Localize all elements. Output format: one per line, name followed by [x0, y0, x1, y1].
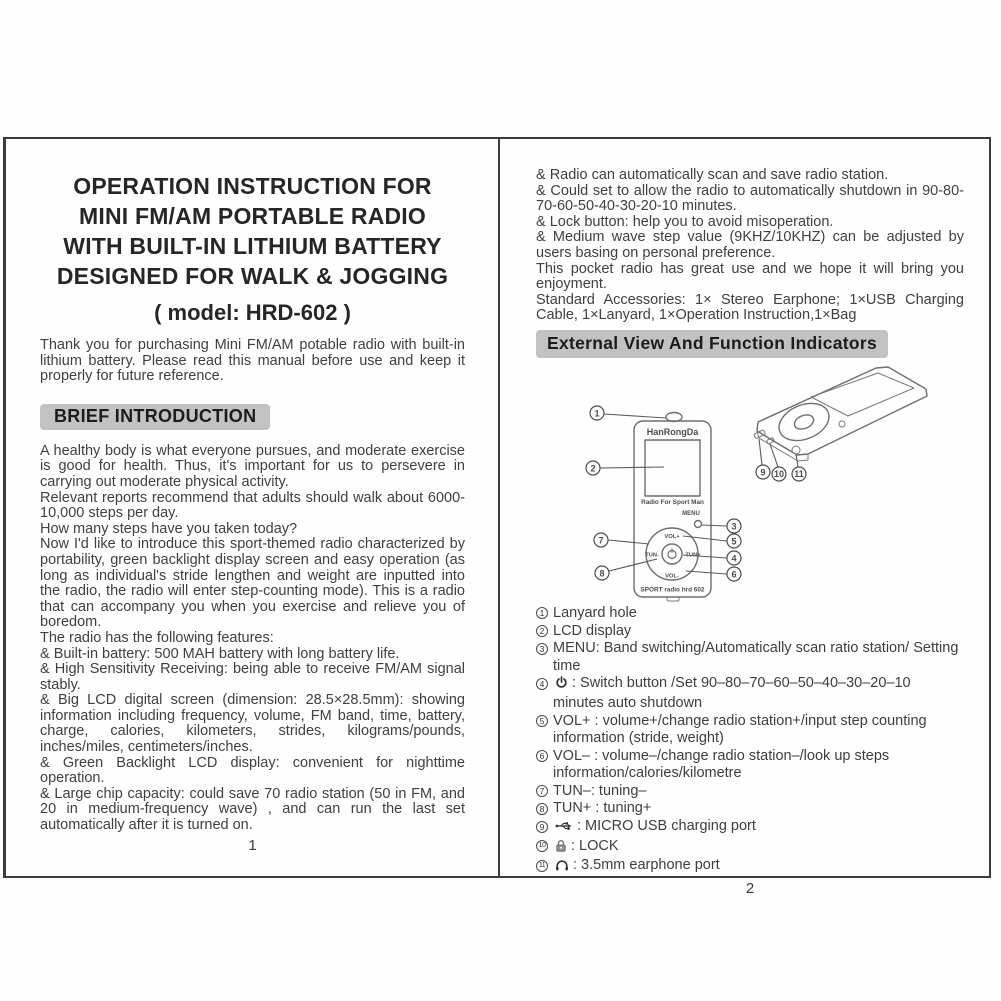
back-menu-button — [839, 421, 845, 427]
brand-label: HanRongDa — [646, 426, 699, 437]
svg-text:5: 5 — [731, 536, 737, 547]
svg-text:7: 7 — [598, 535, 604, 546]
section-header-external-view: External View And Function Indicators — [536, 330, 888, 358]
wheel-vol-plus: VOL+ — [664, 533, 680, 540]
device-front-view — [634, 412, 711, 601]
title-line-4: DESIGNED FOR WALK & JOGGING — [56, 263, 449, 289]
bottom-caption: SPORT radio hrd 602 — [640, 586, 705, 594]
lanyard-hole — [666, 412, 682, 421]
list-item-tun-plus: 8 TUN+ : tuning+ — [536, 800, 964, 818]
paragraph: This pocket radio has great use and we hope it will bring you enjoyment. — [536, 260, 964, 293]
page2-top — [536, 168, 964, 324]
device-back-body — [757, 367, 927, 455]
back-wheel-hub — [792, 412, 815, 432]
model-line: ( model: HRD-602 ) — [154, 300, 351, 325]
manual-sheet — [3, 137, 991, 897]
page-number-2: 2 — [745, 879, 755, 897]
function-indicator-list — [536, 605, 964, 877]
list-item-vol-plus: 5 VOL+ : volume+/change radio station+/input step counting information (stride, weight) — [536, 713, 964, 748]
power-icon — [555, 676, 568, 695]
paragraph: Relevant reports recommend that adults should walk about 6000-10,000 steps per day. — [40, 489, 465, 522]
page-number-1: 1 — [248, 836, 257, 854]
feature-item: & Built-in battery: 500 MAH battery with long battery life. — [40, 645, 400, 662]
feature-item: & Green Backlight LCD display: convenient for nighttime operation. — [40, 754, 465, 787]
menu-button — [695, 520, 702, 527]
svg-text:10: 10 — [773, 468, 785, 479]
callouts-front-right — [683, 519, 741, 581]
svg-text:6: 6 — [731, 569, 737, 580]
screen-caption: Radio For Sport Man — [641, 498, 704, 506]
earphone-jack — [792, 446, 800, 454]
page-divider — [498, 139, 500, 876]
paragraph: & Radio can automatically scan and save radio station. — [536, 167, 889, 183]
svg-text:8: 8 — [599, 568, 605, 579]
device-back-view — [754, 367, 927, 461]
paragraph: & Lock button: help you to avoid misoperation. — [536, 213, 834, 230]
paragraph: The radio has the following features: — [40, 629, 274, 646]
feature-item: & Big LCD digital screen (dimension: 28.5×28.5mm): showing information including frequency, volume, FM band, time, battery, charge, calories, kilometers, strides, kilograms/pounds, inches/miles, centimeters/inches. — [40, 692, 465, 756]
wheel-vol-minus: VOL- — [665, 573, 679, 580]
list-item-switch-button: 4 : Switch button /Set 90–80–70–60–50–40–30–20–10 minutes auto shutdown — [536, 675, 964, 712]
list-item-vol-minus: 6 VOL– : volume–/change radio station–/look up steps information/calories/kilometre — [536, 748, 964, 783]
lock-icon — [555, 839, 567, 858]
manual-title — [40, 171, 465, 291]
paragraph: & Could set to allow the radio to automatically shutdown in 90-80-70-60-50-40-30-20-10 minutes. — [536, 182, 964, 215]
svg-text:2: 2 — [590, 463, 596, 474]
paragraph: Now I'd like to introduce this sport-themed radio characterized by portability, green backlight display screen and easy operation (as long as individual's stride lengthen and weight are inputted into the radio, the radio will enter step-counting mode). This is a radio that can accompany you when you exercise and relieve you of boredom. — [40, 536, 465, 631]
paragraph: How many steps have you taken today? — [40, 520, 298, 537]
headphone-icon — [555, 859, 569, 877]
list-item-earphone-port: 11 : 3.5mm earphone port — [536, 857, 964, 877]
svg-text:3: 3 — [731, 521, 737, 532]
center-button — [662, 544, 682, 564]
list-item-menu: 3 MENU: Band switching/Automatically scan ratio station/ Setting time — [536, 640, 964, 675]
title-line-1: OPERATION INSTRUCTION FOR — [73, 173, 432, 199]
paragraph: Standard Accessories: 1× Stereo Earphone; 1×USB Charging Cable, 1×Lanyard, 1×Operation Instruction,1×Bag — [536, 291, 964, 324]
paragraph: & Medium wave step value (9KHZ/10KHZ) can be adjusted by users basing on personal preference. — [536, 229, 964, 261]
list-item-tun-minus: 7 TUN–: tuning– — [536, 783, 964, 801]
paragraph: A healthy body is what everyone pursues, and moderate exercise is good for health. Thus, it's important for us to persevere in carrying out moderate physical activity. — [40, 442, 465, 490]
list-item-lanyard-hole: 1 Lanyard hole — [536, 605, 964, 623]
svg-text:9: 9 — [760, 467, 766, 478]
svg-text:4: 4 — [731, 553, 737, 564]
wheel-tun-minus: TUN- — [645, 552, 659, 559]
intro-paragraph: Thank you for purchasing Mini FM/AM potable radio with built-in lithium battery. Please read this manual before use and keep it properly for future reference. — [40, 337, 465, 385]
feature-item: & High Sensitivity Receiving: being able to receive FM/AM signal stably. — [40, 661, 465, 693]
list-item-lcd-display: 2 LCD display — [536, 623, 964, 641]
device-diagram-svg — [536, 364, 964, 602]
lcd-screen — [645, 440, 700, 496]
feature-item: & Large chip capacity: could save 70 radio station (50 in FM, and 20 in medium-frequency wave) , and can run the last set automatically after it is turned on. — [40, 785, 465, 834]
svg-text:11: 11 — [794, 468, 804, 479]
svg-text:1: 1 — [594, 408, 600, 419]
page-2 — [536, 139, 964, 897]
title-line-3: WITH BUILT-IN LITHIUM BATTERY — [63, 233, 442, 259]
device-diagram — [536, 364, 964, 602]
page-1 — [40, 139, 465, 876]
wheel-tun-plus: TUN+ — [685, 552, 701, 559]
title-line-2: MINI FM/AM PORTABLE RADIO — [79, 203, 426, 229]
usb-port — [754, 430, 766, 439]
power-glyph — [668, 548, 676, 558]
section-header-brief-introduction: BRIEF INTRODUCTION — [40, 404, 270, 430]
page1-body — [40, 444, 465, 834]
list-item-usb-port: 9 : MICRO USB charging port — [536, 818, 964, 838]
menu-label: MENU — [682, 510, 700, 517]
usb-icon — [555, 820, 573, 838]
list-item-lock: 10 : LOCK — [536, 838, 964, 858]
